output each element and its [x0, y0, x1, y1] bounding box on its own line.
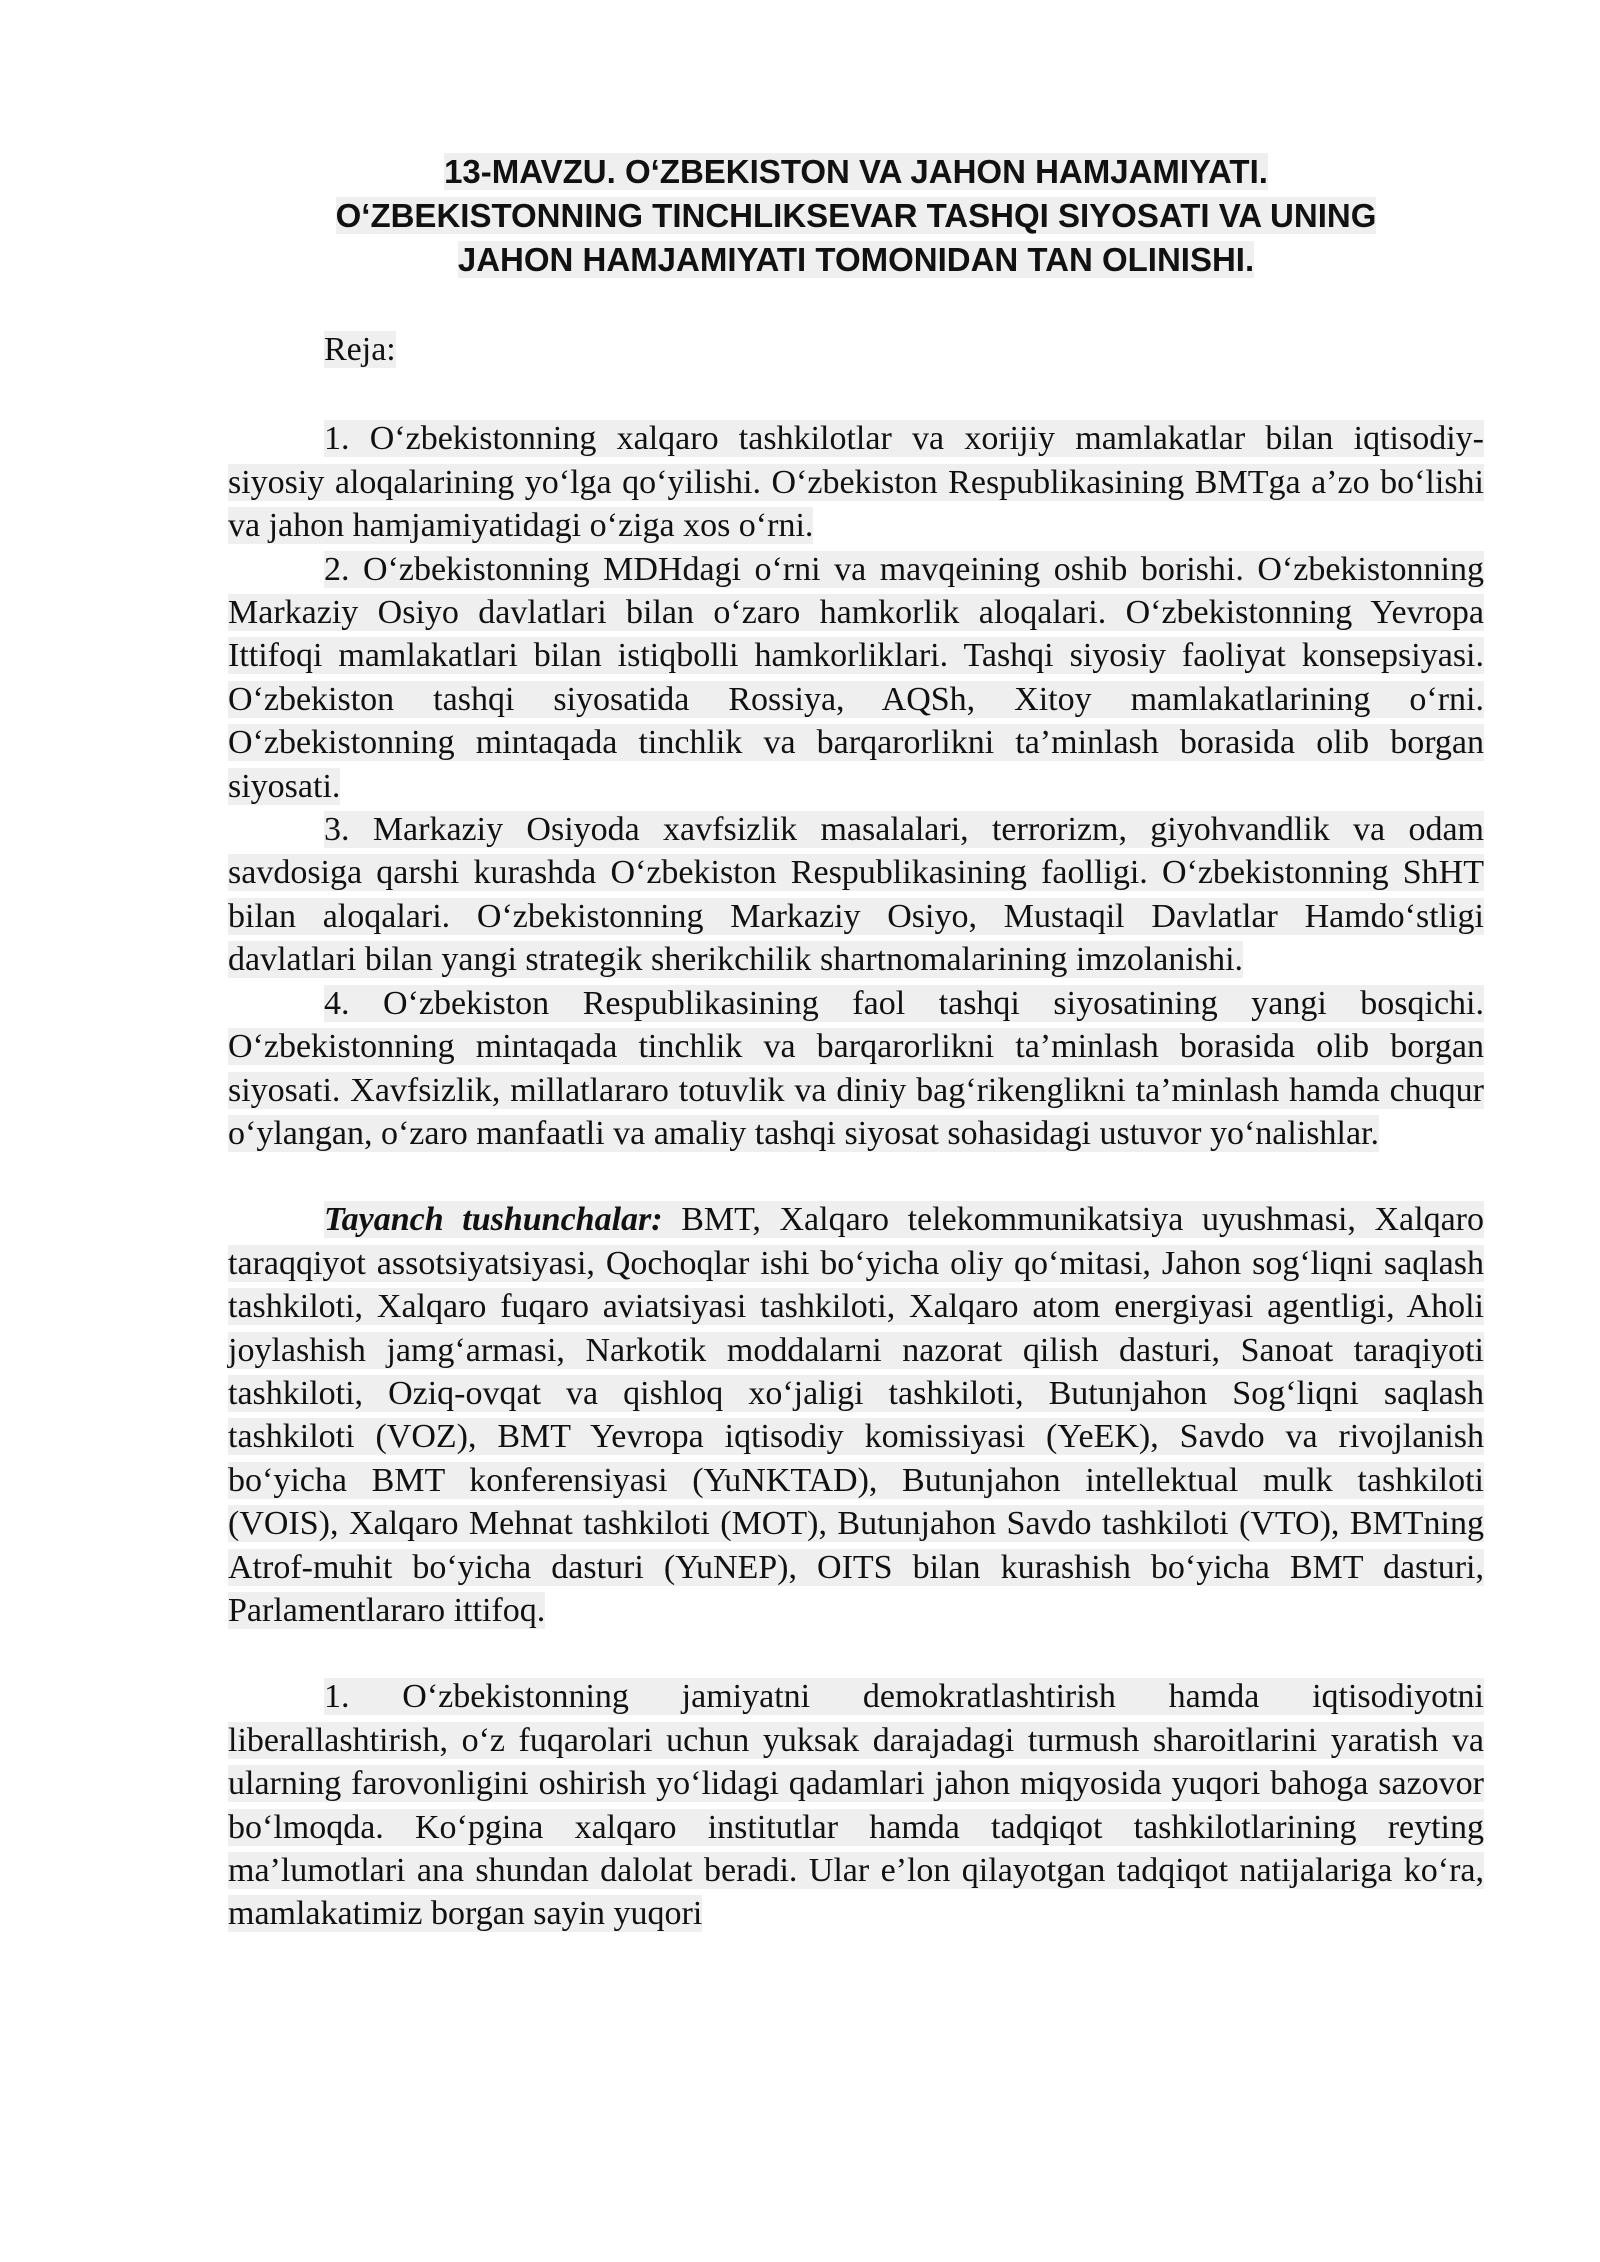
plan-item-3: 3. Markaziy Osiyoda xavfsizlik masalalari, terrorizm, giyohvandlik va odam savdosiga qarshi kurashda O‘zbekiston Respublikasining faolligi. O‘zbekistonning ShHT bilan aloqalari. O‘zbekistonning Markaziy Osiyo, Mustaqil Davlatlar Hamdo‘stligi davlatlari bilan yangi strategik sherikchilik shartnomalarining imzolanishi. [228, 811, 1484, 979]
document-title [228, 150, 1484, 282]
title-line-2: O‘ZBEKISTONNING TINCHLIKSEVAR TASHQI SIYOSATI VA UNING [335, 197, 1377, 234]
plan-item-1: 1. O‘zbekistonning xalqaro tashkilotlar va xorijiy mamlakatlar bilan iqtisodiy-siyosiy aloqalarining yo‘lga qo‘yilishi. O‘zbekiston Respublikasining BMTga a’zo bo‘lishi va jahon hamjamiyatidagi o‘ziga xos o‘rni. [228, 420, 1484, 545]
document-page [228, 150, 1484, 1936]
title-line-1: 13-MAVZU. O‘ZBEKISTON VA JAHON HAMJAMIYATI. [444, 153, 1268, 190]
key-concepts-text: BMT, Xalqaro telekommunikatsiya uyushmasi, Xalqaro taraqqiyot assotsiyatsiyasi, Qochoqlar ishi bo‘yicha oliy qo‘mitasi, Jahon sog‘liqni saqlash tashkiloti, Xalqaro fuqaro aviatsiyasi tashkiloti, Xalqaro atom energiyasi agentligi, Aholi joylashish jamg‘armasi, Narkotik moddalarni nazorat qilish dasturi, Sanoat taraqiyoti tashkiloti, Oziq-ovqat va qishloq xo‘jaligi tashkiloti, Butunjahon Sog‘liqni saqlash tashkiloti (VOZ), BMT Yevropa iqtisodiy komissiyasi (YeEK), Savdo va rivojlanish bo‘yicha BMT konferensiyasi (YuNKTAD), Butunjahon intellektual mulk tashkiloti (VOIS), Xalqaro Mehnat tashkiloti (MOT), Butunjahon Savdo tashkiloti (VTO), BMTning Atrof-muhit bo‘yicha dasturi (YuNEP), OITS bilan kurashish bo‘yicha BMT dasturi, Parlamentlararo ittifoq. [228, 1201, 1485, 1629]
spacer [228, 1632, 1484, 1675]
title-line-3: JAHON HAMJAMIYATI TOMONIDAN TAN OLINISHI. [457, 241, 1255, 278]
key-concepts-paragraph [228, 1198, 1484, 1632]
plan-heading: Reja: [324, 331, 396, 368]
key-concepts-label: Tayanch tushunchalar: [324, 1201, 663, 1239]
plan-item-2: 2. O‘zbekistonning MDHdagi o‘rni va mavqeining oshib borishi. O‘zbekistonning Markaziy Osiyo davlatlari bilan o‘zaro hamkorlik aloqalari. O‘zbekistonning Yevropa Ittifoqi mamlakatlari bilan istiqbolli hamkorliklari. Tashqi siyosiy faoliyat konsepsiyasi. O‘zbekiston tashqi siyosatida Rossiya, AQSh, Xitoy mamlakatlarining o‘rni. O‘zbekistonning mintaqada tinchlik va barqarorlikni ta’minlash borasida olib borgan siyosati. [228, 550, 1484, 805]
plan-item-4: 4. O‘zbekiston Respublikasining faol tashqi siyosatining yangi bosqichi. O‘zbekistonning mintaqada tinchlik va barqarorlikni ta’minlash borasida olib borgan siyosati. Xavfsizlik, millatlararo totuvlik va diniy bag‘rikenglikni ta’minlash hamda chuqur o‘ylangan, o‘zaro manfaatli va amaliy tashqi siyosat sohasidagi ustuvor yo‘nalishlar. [228, 984, 1484, 1152]
spacer [228, 1155, 1484, 1198]
body-paragraph-1: 1. O‘zbekistonning jamiyatni demokratlashtirish hamda iqtisodiyotni liberallashtirish, o‘z fuqarolari uchun yuksak darajadagi turmush sharoitlarini yaratish va ularning farovonligini oshirish yo‘lidagi qadamlari jahon miqyosida yuqori bahoga sazovor bo‘lmoqda. Ko‘pgina xalqaro institutlar hamda tadqiqot tashkilotlarining reyting ma’lumotlari ana shundan dalolat beradi. Ular e’lon qilayotgan tadqiqot natijalariga ko‘ra, mamlakatimiz borgan sayin yuqori [228, 1678, 1484, 1933]
